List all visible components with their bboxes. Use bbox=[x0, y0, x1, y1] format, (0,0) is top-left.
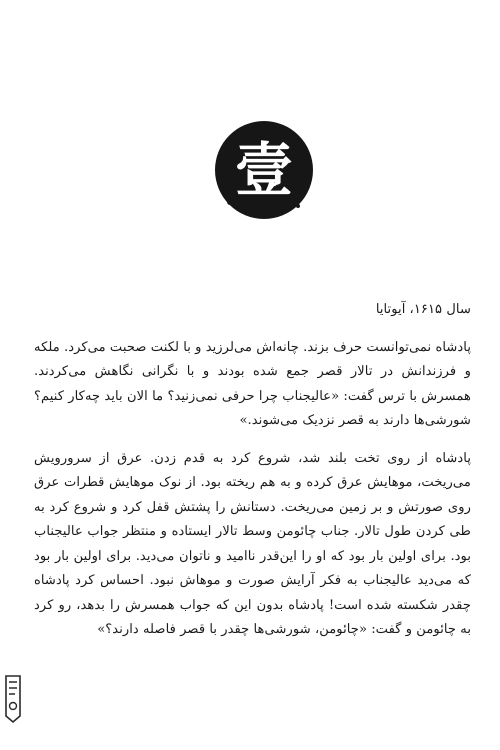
chapter-text bbox=[34, 298, 471, 656]
publisher-logo bbox=[2, 668, 24, 724]
emblem-glyph: 壹 bbox=[234, 136, 293, 204]
paragraph: پادشاه از روی تخت بلند شد، شروع کرد به قدم زدن. عرق از سرورویش می‌ریخت، موهایش عرق کرده و به هم ریخته بود. از نوک موهایش قطرات عرق روی صورتش و بر زمین می‌ریخت. دستانش را پشتش قفل کرد و شروع کرد به طی کردن طول تالار. جناب چائومن وسط تالار ایستاده و منتظر جواب عالیجناب بود. برای اولین بار بود که او را این‌قدر ناامید و ناتوان می‌دید. برای اولین بار بود که می‌دید عالیجناب به فکر آرایش صورت و موهاش نبود. احساس کرد پادشاه چقدر شکسته شده است! پادشاه بدون این که جواب همسرش را بدهد، رو کرد به چائومن و گفت: «چائومن، شورشی‌ها چقدر با قصر فاصله دارند؟» bbox=[34, 450, 471, 637]
paragraph: پادشاه نمی‌توانست حرف بزند. چانه‌اش می‌لرزید و با لکنت صحبت می‌کرد. ملکه و فرزندانش در تالار قصر جمع شده بودند و با نگرانی نگاهش می‌کردند. همسرش با ترس گفت: «عالیجناب چرا حرفی نمی‌زنید؟ ما الان باید چه‌کار کنیم؟ شورشی‌ها دارند به قصر نزدیک می‌شوند.» bbox=[34, 339, 471, 428]
chapter-heading: سال ۱۶۱۵، آیوتایا bbox=[375, 302, 471, 317]
publisher-logo-icon bbox=[2, 668, 24, 724]
chapter-emblem bbox=[212, 118, 316, 222]
